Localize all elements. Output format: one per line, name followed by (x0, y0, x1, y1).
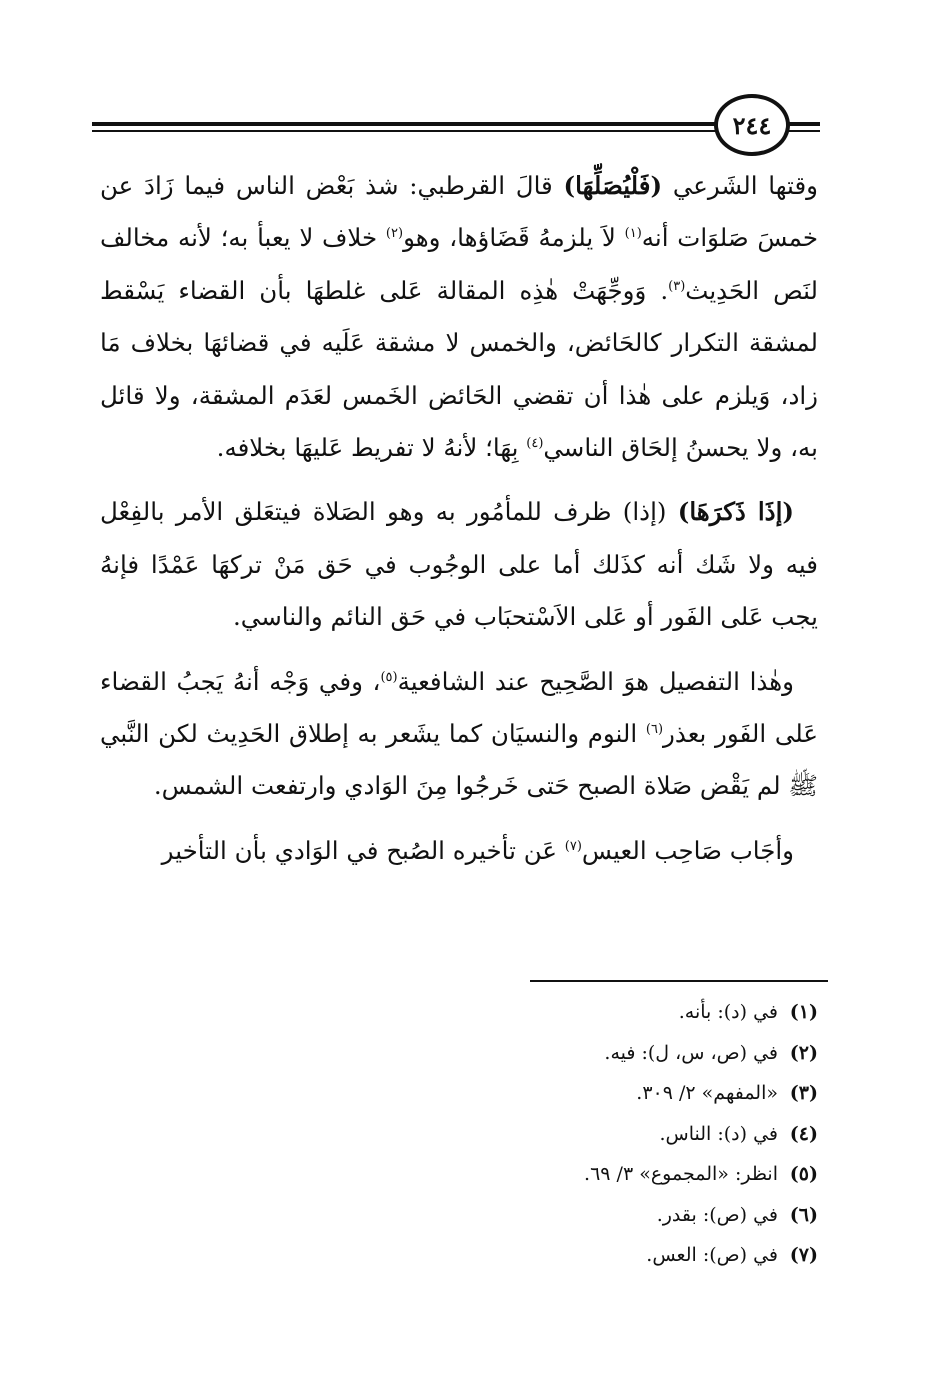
footnote-text: في (ص، س، ل): فيه. (604, 1041, 778, 1064)
footnote-number: (٢) (789, 1041, 818, 1064)
footnote-3 (100, 1073, 818, 1114)
footnote-number: (٥) (789, 1163, 818, 1185)
quoted-hadith-term: (إذَا ذَكرَهَا) (677, 497, 794, 527)
footnote-number: (٦) (789, 1203, 818, 1226)
page-number: ٢٤٤ (732, 110, 772, 140)
footnote-text: في (د): الناس. (659, 1122, 778, 1145)
footnote-number: (٧) (789, 1244, 818, 1266)
footnote-ref-3: (٣) (668, 278, 686, 294)
footnote-5 (100, 1154, 818, 1195)
page-header (92, 92, 820, 162)
text-span: خلاف لا يعبأ به؛ لأنه مخالف لنَص الحَدِيث (100, 223, 819, 305)
header-rule-thin (92, 130, 720, 132)
footnote-ref-5: (٥) (380, 669, 398, 685)
main-text (100, 160, 818, 877)
footnotes (100, 992, 818, 1276)
text-span: (إذا) ظرف للمأمُور به وهو الصَلاة فيتعَلق الأمر بالفِعْل فيه ولا شَك أنه كذَلك أما على الوجُوب في حَق مَنْ تركهَا عَمْدًا فإنهُ يجب عَلى الفَور أو عَلى الاَسْتحبَاب في حَق النائم والناسي. (100, 497, 818, 632)
quoted-hadith-term: (فَلْيُصَلِّهَا) (563, 171, 663, 200)
text-span: عَن تأخيره الصُبح في الوَادي بأن التأخير (161, 835, 565, 865)
footnote-number: (١) (789, 1001, 818, 1023)
footnote-7 (100, 1235, 818, 1276)
footnote-6 (100, 1195, 818, 1236)
paragraph-2 (100, 486, 818, 643)
page-number-badge (714, 94, 790, 156)
footnote-2 (100, 1033, 818, 1074)
footnote-text: «المفهم» ٢/ ٣٠٩. (636, 1082, 778, 1104)
footnote-1 (100, 992, 818, 1033)
header-rule-thin-right (788, 130, 820, 132)
text-span: قالَ القرطبي: شذ بَعْض الناس فيما زَادَ عن خمسَ صَلوَات أنه (100, 171, 818, 253)
footnote-text: انظر: «المجموع» ٣/ ٦٩. (584, 1163, 778, 1185)
text-span: بِهَا؛ لأنهُ لا تفريط عَليهَا بخلافه. (216, 433, 527, 463)
footnote-ref-1: (١) (624, 226, 642, 242)
text-span: وأجَاب صَاحِب العيس (581, 835, 794, 865)
footnote-text: في (د): بأنه. (678, 1001, 778, 1023)
footnote-text: في (ص): بقدر. (656, 1203, 778, 1226)
footnote-ref-6: (٦) (645, 721, 664, 737)
footnote-separator (530, 980, 828, 982)
text-span: وقتها الشَرعي (662, 171, 818, 200)
footnote-text: في (ص): العس. (646, 1244, 778, 1266)
text-span: لاَ يلزمهُ قَضَاؤها، وهو (403, 223, 625, 253)
paragraph-3 (100, 656, 818, 813)
text-span: وهٰذا التفصيل هوَ الصَّحِيح عند الشافعية (397, 666, 794, 696)
footnote-ref-7: (٧) (564, 838, 582, 854)
text-span: . وَوجِّهَتْ هٰذِه المقالة عَلى غلطهَا بأن القضاء يَسْقط لمشقة التكرار كالحَائض، والخمس لا مشقة عَلَيه في قضائهَا بخلاف مَا زاد، وَيلزم على هٰذا أن تقضي الحَائض الخَمس لعَدَم المشقة، ولا قائل به، ولا يحسنُ إلحَاق الناسي (100, 275, 818, 463)
paragraph-1 (100, 160, 818, 474)
text-span: النوم والنسيَان كما يشَعر به إطلاق الحَدِيث لكن النَّبي ﷺ لم يَقْض صَلاة الصبح حَتى خَرجُوا مِنَ الوَادي وارتفعت الشمس. (100, 719, 818, 801)
footnote-ref-4: (٤) (526, 435, 544, 451)
footnote-number: (٤) (789, 1122, 818, 1145)
header-rule-thick-right (788, 122, 820, 126)
text-span: ، وفي وَجْه أنهُ يَجبُ القضاء عَلى الفَور بعذر (100, 666, 818, 749)
footnote-4 (100, 1114, 818, 1155)
header-rule-thick (92, 122, 720, 126)
paragraph-4 (100, 825, 818, 877)
footnote-number: (٣) (789, 1082, 818, 1104)
footnote-ref-2: (٢) (385, 226, 404, 242)
